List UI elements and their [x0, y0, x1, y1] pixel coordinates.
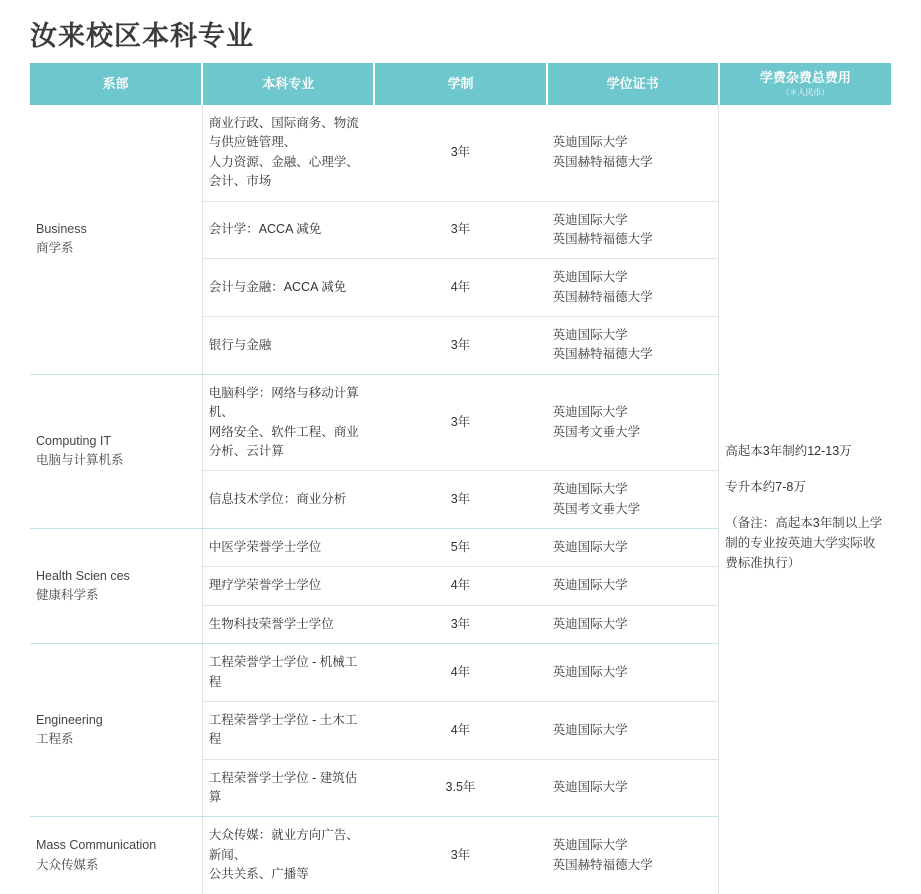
certificate-cell — [547, 817, 719, 894]
certificate-cell — [547, 701, 719, 759]
certificate-cell — [547, 471, 719, 529]
major-cell — [202, 644, 374, 702]
duration-cell: 3年 — [374, 317, 546, 375]
column-header-major — [202, 63, 374, 105]
department-name-cn: 商学系 — [36, 241, 74, 256]
certificate-line: 英迪国际大学 — [552, 722, 628, 737]
certificate-line: 英国赫特福德大学 — [552, 289, 653, 304]
duration-cell: 4年 — [374, 701, 546, 759]
department-cell — [30, 817, 202, 894]
certificate-line: 英迪国际大学 — [552, 540, 628, 555]
department-name-en: Engineering — [36, 712, 103, 727]
certificate-cell — [547, 317, 719, 375]
table-header-row — [30, 63, 891, 105]
major-line: 生物科技荣誉学士学位 — [208, 616, 334, 631]
certificate-line: 英迪国际大学 — [552, 212, 628, 227]
page-title: 汝来校区本科专业 — [30, 21, 254, 51]
duration-cell: 5年 — [374, 529, 546, 567]
certificate-line: 英迪国际大学 — [552, 328, 628, 343]
department-name-cn: 健康科学系 — [36, 588, 99, 603]
major-cell — [202, 817, 374, 894]
certificate-cell — [547, 105, 719, 201]
column-header-fees — [719, 63, 891, 105]
certificate-cell — [547, 759, 719, 817]
certificate-line: 英迪国际大学 — [552, 780, 628, 795]
department-name-cn: 大众传媒系 — [36, 857, 99, 872]
certificate-line: 英国赫特福德大学 — [552, 231, 653, 246]
major-cell — [202, 317, 374, 375]
certificate-line: 英迪国际大学 — [552, 270, 628, 285]
department-cell — [30, 374, 202, 528]
major-cell — [202, 567, 374, 605]
duration-cell: 4年 — [374, 644, 546, 702]
certificate-line: 英迪国际大学 — [552, 482, 628, 497]
certificate-cell — [547, 567, 719, 605]
certificate-cell — [547, 529, 719, 567]
certificate-line: 英迪国际大学 — [552, 135, 628, 150]
major-line: 工程荣誉学士学位 - 土木工程 — [208, 712, 358, 747]
column-header-duration — [374, 63, 546, 105]
major-cell — [202, 374, 374, 471]
column-header-major-label: 本科专业 — [262, 75, 315, 91]
table-header — [30, 63, 891, 105]
duration-cell: 3年 — [374, 471, 546, 529]
column-header-fees-label: 学费杂费总费用 — [759, 70, 851, 85]
major-line: 工程荣誉学士学位 - 机械工程 — [208, 655, 358, 689]
duration-cell: 3年 — [374, 374, 546, 471]
certificate-line: 英国赫特福德大学 — [552, 154, 653, 169]
major-line: 大众传媒：就业方向广告、新闻、 — [208, 828, 359, 862]
certificate-line: 英国考文垂大学 — [552, 424, 641, 439]
duration-cell: 3年 — [374, 605, 546, 643]
major-line: 商业行政、国际商务、物流与供应链管理、 — [208, 116, 359, 150]
column-header-fees-sublabel: （＊人民币） — [781, 87, 830, 97]
certificate-line: 英迪国际大学 — [552, 616, 628, 631]
major-cell — [202, 105, 374, 201]
column-header-department — [30, 63, 202, 105]
column-header-duration-label: 学制 — [447, 75, 474, 91]
certificate-cell — [547, 605, 719, 643]
duration-cell: 4年 — [374, 567, 546, 605]
major-cell — [202, 759, 374, 817]
fees-content — [725, 425, 885, 573]
certificate-cell — [547, 374, 719, 471]
major-cell — [202, 701, 374, 759]
certificate-cell — [547, 644, 719, 702]
major-line: 人力资源、金融、心理学、会计、市场 — [208, 154, 359, 189]
major-cell — [202, 529, 374, 567]
department-cell — [30, 105, 202, 374]
duration-cell: 3年 — [374, 201, 546, 259]
department-cell — [30, 644, 202, 817]
certificate-line: 英国赫特福德大学 — [552, 857, 653, 872]
fees-cell — [719, 105, 891, 894]
major-line: 电脑科学：网络与移动计算机、 — [208, 385, 359, 420]
major-cell — [202, 259, 374, 317]
table-row — [30, 105, 891, 201]
department-name-en: Business — [36, 222, 87, 237]
certificate-line: 英迪国际大学 — [552, 664, 628, 679]
duration-cell: 3年 — [450, 847, 471, 862]
certificate-line: 英迪国际大学 — [552, 838, 628, 853]
certificate-line: 英国考文垂大学 — [552, 501, 641, 516]
certificate-cell — [547, 259, 719, 317]
fees-paragraph: 专升本约7-8万 — [725, 480, 806, 495]
department-name-en: Mass Communication — [36, 838, 157, 853]
column-header-department-label: 系部 — [102, 75, 129, 91]
major-line: 会计与金融：ACCA 减免 — [208, 280, 347, 295]
major-line: 会计学：ACCA 减免 — [208, 222, 322, 237]
fees-paragraph: （备注：高起本3年制以上学制的专业按英迪大学实际收费标准执行） — [725, 516, 883, 571]
major-line: 信息技术学位：商业分析 — [208, 492, 347, 507]
department-name-en: Health Scien ces — [36, 568, 130, 583]
department-name-cn: 电脑与计算机系 — [36, 453, 124, 468]
column-header-certificate — [547, 63, 719, 105]
certificate-line: 英迪国际大学 — [552, 405, 628, 420]
major-line: 理疗学荣誉学士学位 — [208, 578, 322, 593]
duration-cell: 3.5年 — [374, 759, 546, 817]
certificate-cell — [547, 201, 719, 259]
major-line: 银行与金融 — [208, 337, 272, 352]
major-line: 公共关系、广播等 — [208, 867, 309, 882]
column-header-certificate-label: 学位证书 — [606, 75, 659, 91]
majors-table — [30, 63, 891, 894]
table-body — [30, 105, 891, 894]
fees-paragraph: 高起本3年制约12-13万 — [725, 444, 852, 459]
major-cell — [202, 201, 374, 259]
certificate-line: 英迪国际大学 — [552, 578, 628, 593]
duration-cell: 3年 — [374, 105, 546, 201]
certificate-line: 英国赫特福德大学 — [552, 347, 653, 362]
department-cell — [30, 529, 202, 644]
major-cell — [202, 605, 374, 643]
duration-cell: 4年 — [374, 259, 546, 317]
department-name-cn: 工程系 — [36, 732, 74, 747]
department-name-en: Computing IT — [36, 434, 112, 449]
major-cell — [202, 471, 374, 529]
major-line: 工程荣誉学士学位 - 建筑估算 — [208, 770, 358, 805]
major-line: 网络安全、软件工程、商业分析、云计算 — [208, 424, 359, 458]
major-line: 中医学荣誉学士学位 — [208, 540, 322, 555]
